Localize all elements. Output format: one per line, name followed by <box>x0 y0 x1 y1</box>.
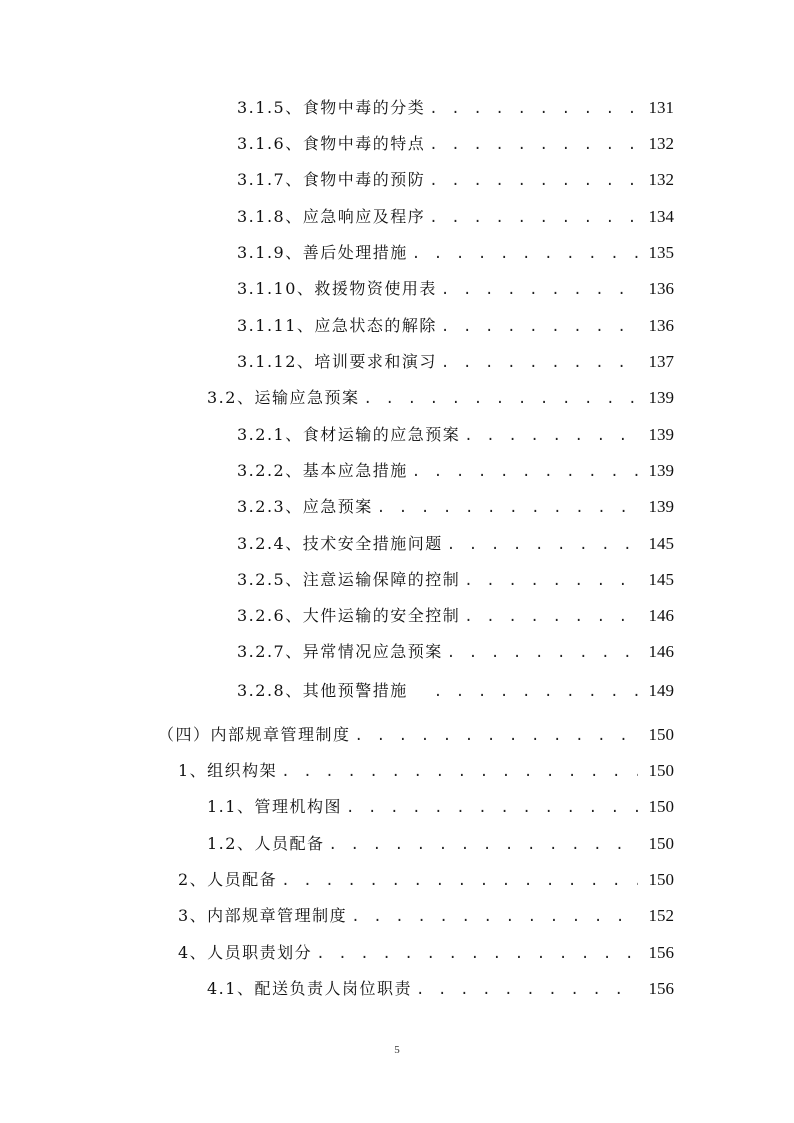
toc-entry[interactable] <box>178 941 674 965</box>
toc-dot-leader <box>346 796 638 820</box>
toc-dot-leader <box>412 460 638 484</box>
toc-entry-title: 3.1.5、食物中毒的分类 <box>237 98 426 117</box>
toc-entry[interactable] <box>237 96 674 120</box>
toc-entry-title: 4.1、配送负责人岗位职责 <box>207 979 412 998</box>
toc-entry-page: 137 <box>648 352 674 371</box>
toc-entry-page: 146 <box>648 606 674 625</box>
toc-dot-leader <box>441 315 638 339</box>
toc-entry-title: 3.1.6、食物中毒的特点 <box>237 134 426 153</box>
toc-entry-page: 152 <box>648 906 674 925</box>
toc-entry-title: 3.2.6、大件运输的安全控制 <box>237 606 461 625</box>
toc-dot-leader <box>447 641 638 665</box>
toc-dot-leader <box>429 97 638 121</box>
toc-entry[interactable] <box>178 868 674 892</box>
toc-entry[interactable] <box>237 168 674 192</box>
toc-dot-leader <box>281 760 638 784</box>
toc-entry-title: 3.2、运输应急预案 <box>207 388 360 407</box>
toc-entry-title: 3.2.7、异常情况应急预案 <box>237 642 443 661</box>
toc-entry-title: 3.2.3、应急预案 <box>237 497 373 516</box>
toc-entry[interactable] <box>207 386 674 410</box>
toc-entry-title: 1.1、管理机构图 <box>207 797 342 816</box>
toc-entry-page: 139 <box>648 388 674 407</box>
toc-entry-page: 132 <box>648 170 674 189</box>
toc-dot-leader <box>447 533 638 557</box>
toc-entry-title: 3.1.12、培训要求和演习 <box>237 352 437 371</box>
toc-entry[interactable] <box>237 459 674 483</box>
toc-entry-title: 3.1.10、救援物资使用表 <box>237 279 437 298</box>
toc-entry[interactable] <box>178 904 674 928</box>
toc-entry-title: 3.2.1、食材运输的应急预案 <box>237 425 461 444</box>
toc-dot-leader <box>412 242 638 266</box>
toc-dot-leader <box>328 833 638 857</box>
toc-entry[interactable] <box>237 205 674 229</box>
toc-dot-leader <box>281 869 638 893</box>
toc-entry[interactable] <box>237 495 674 519</box>
toc-entry[interactable] <box>237 132 674 156</box>
toc-entry[interactable] <box>237 604 674 628</box>
toc-entry-title: 3.2.4、技术安全措施问题 <box>237 534 443 553</box>
toc-entry-page: 150 <box>648 834 674 853</box>
toc-entry-title: 1、组织构架 <box>178 761 278 780</box>
toc-entry-page: 136 <box>648 316 674 335</box>
toc-entry[interactable] <box>237 640 674 664</box>
page-number: 5 <box>394 1044 400 1056</box>
toc-dot-leader <box>416 978 638 1002</box>
toc-entry-page: 132 <box>648 134 674 153</box>
toc-dot-leader <box>355 724 638 748</box>
toc-entry-title: （四）内部规章管理制度 <box>158 725 351 744</box>
toc-entry-title: 4、人员职责划分 <box>178 943 313 962</box>
toc-entry[interactable] <box>237 568 674 592</box>
toc-entry-page: 150 <box>648 797 674 816</box>
toc-entry-page: 131 <box>648 98 674 117</box>
toc-entry-page: 135 <box>648 243 674 262</box>
toc-entry-title: 1.2、人员配备 <box>207 834 325 853</box>
toc-entry-title: 3、内部规章管理制度 <box>178 906 348 925</box>
toc-entry-page: 139 <box>648 497 674 516</box>
toc-dot-leader <box>316 942 638 966</box>
toc-dot-leader <box>441 351 638 375</box>
toc-dot-leader <box>441 278 638 302</box>
toc-entry-page: 136 <box>648 279 674 298</box>
toc-entry-page: 156 <box>648 979 674 998</box>
toc-dot-leader <box>429 169 638 193</box>
toc-entry[interactable] <box>237 532 674 556</box>
toc-entry[interactable] <box>207 977 674 1001</box>
toc-entry[interactable] <box>237 314 674 338</box>
toc-entry[interactable] <box>158 723 674 747</box>
toc-entry-page: 134 <box>648 207 674 226</box>
toc-dot-leader <box>377 496 638 520</box>
toc-entry-page: 145 <box>648 534 674 553</box>
toc-entry-page: 139 <box>648 461 674 480</box>
toc-entry-page: 146 <box>648 642 674 661</box>
toc-entry-page: 150 <box>648 870 674 889</box>
toc-dot-leader <box>464 569 638 593</box>
toc-entry[interactable] <box>237 679 674 703</box>
toc-entry[interactable] <box>237 241 674 265</box>
toc-entry-page: 156 <box>648 943 674 962</box>
toc-entry[interactable] <box>178 759 674 783</box>
toc-dot-leader <box>434 680 638 704</box>
toc-entry[interactable] <box>207 832 674 856</box>
toc-entry-title: 3.1.8、应急响应及程序 <box>237 207 426 226</box>
toc-entry-page: 150 <box>648 725 674 744</box>
toc-dot-leader <box>429 206 638 230</box>
toc-entry-page: 145 <box>648 570 674 589</box>
toc-dot-leader <box>363 387 638 411</box>
toc-entry-page: 149 <box>648 681 674 700</box>
toc-entry-title: 3.2.8、其他预警措施 <box>237 681 408 700</box>
toc-entry-page: 139 <box>648 425 674 444</box>
toc-entry-title: 3.2.5、注意运输保障的控制 <box>237 570 461 589</box>
toc-entry-title: 2、人员配备 <box>178 870 278 889</box>
toc-entry[interactable] <box>237 350 674 374</box>
toc-dot-leader <box>429 133 638 157</box>
toc-entry-page: 150 <box>648 761 674 780</box>
toc-entry-title: 3.2.2、基本应急措施 <box>237 461 408 480</box>
toc-entry[interactable] <box>237 277 674 301</box>
toc-dot-leader <box>351 905 638 929</box>
toc-entry-title: 3.1.7、食物中毒的预防 <box>237 170 426 189</box>
toc-dot-leader <box>464 424 638 448</box>
toc-entry-title: 3.1.11、应急状态的解除 <box>237 316 437 335</box>
toc-entry[interactable] <box>237 423 674 447</box>
toc-entry-title: 3.1.9、善后处理措施 <box>237 243 408 262</box>
toc-dot-leader <box>464 605 638 629</box>
toc-entry[interactable] <box>207 795 674 819</box>
